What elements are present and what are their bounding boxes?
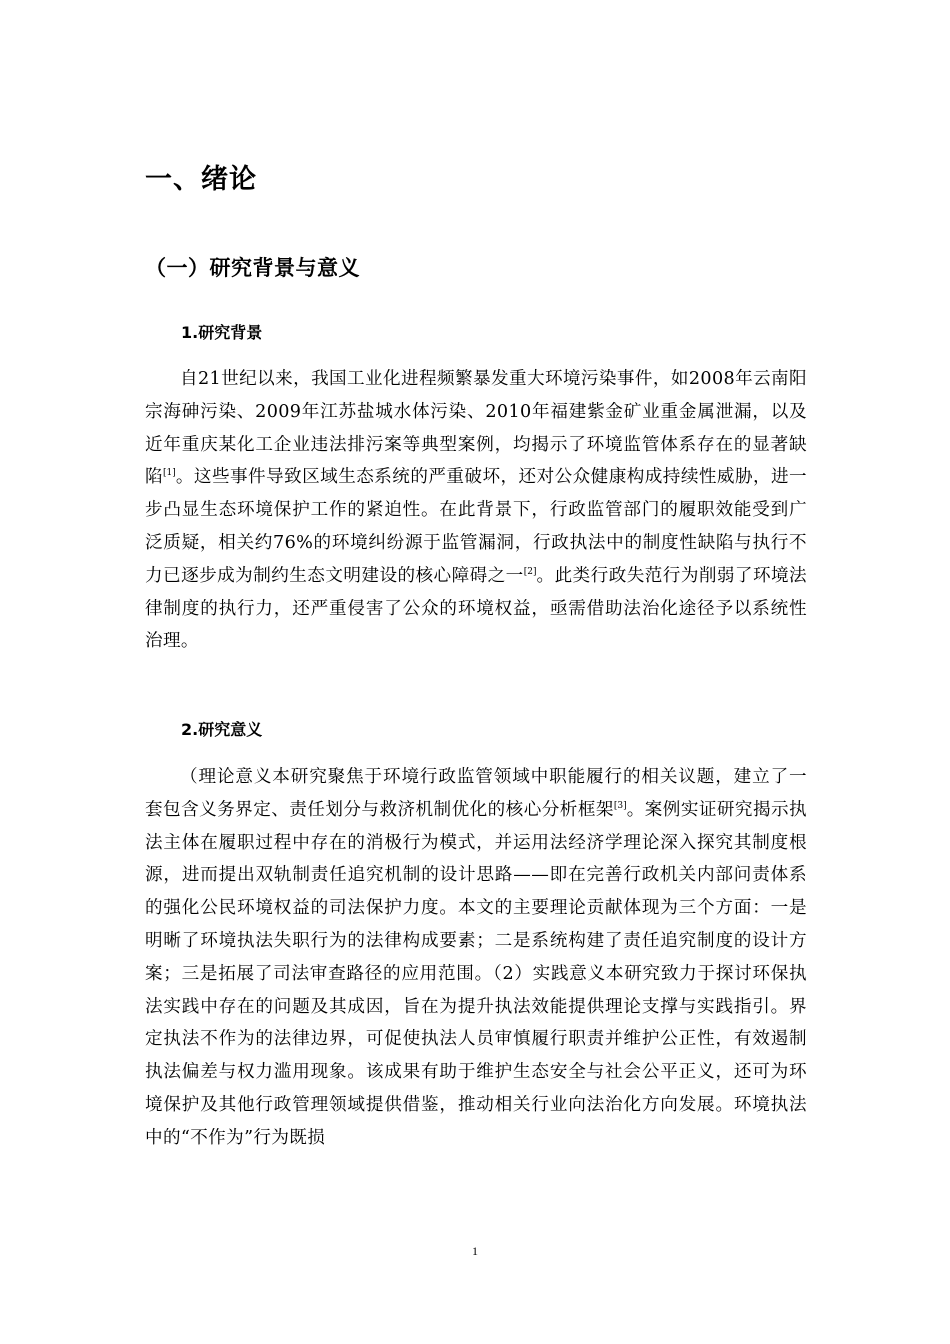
paragraph-text: （理论意义本研究聚焦于环境行政监管领域中职能履行的相关议题，建立了一套包含义务界定、责任划分与救济机制优化的核心分析框架 — [145, 767, 807, 820]
subsection-title-background: 1.研究背景 — [181, 323, 263, 342]
citation-ref-1[interactable]: [1] — [163, 468, 176, 479]
page-number: 1 — [472, 1244, 478, 1258]
paragraph-text: 。此类行政失范行为削弱了环境法律制度的执行力，还严重侵害了公众的环境权益，亟需借助法治化途径予以系统性治理。 — [145, 565, 807, 652]
paragraph-text: 。案例实证研究揭示执法主体在履职过程中存在的消极行为模式，并运用法经济学理论深入探究其制度根源，进而提出双轨制责任追究机制的设计思路——即在完善行政机关内部问责体系的强化公民环境权益的司法保护力度。本文的主要理论贡献体现为三个方面：一是明晰了环境执法失职行为的法律构成要素；二是系统构建了责任追究制度的设计方案；三是拓展了司法审查路径的应用范围。（2）实践意义本研究致力于探讨环保执法实践中存在的问题及其成因，旨在为提升执法效能提供理论支撑与实践指引。界定执法不作为的法律边界，可促使执法人员审慎履行职责并维护公正性，有效遏制执法偏差与权力滥用现象。该成果有助于维护生态安全与社会公平正义，还可为环境保护及其他行政管理领域提供借鉴，推动相关行业向法治化方向发展。环境执法中的“不作为”行为既损 — [145, 799, 807, 1148]
paragraph-research-significance — [145, 761, 807, 1155]
subsection-title-significance: 2.研究意义 — [181, 720, 263, 739]
paragraph-research-background — [145, 363, 807, 658]
paragraph-text: 。这些事件导致区域生态系统的严重破坏，还对公众健康构成持续性威胁，进一步凸显生态环境保护工作的紧迫性。在此背景下，行政监管部门的履职效能受到广泛质疑，相关约76%的环境纠纷源于监管漏洞，行政执法中的制度性缺陷与执行不力已逐步成为制约生态文明建设的核心障碍之一 — [145, 467, 807, 586]
citation-ref-2[interactable]: [2] — [523, 566, 537, 577]
chapter-title: 一、绪论 — [145, 164, 257, 195]
citation-ref-3[interactable]: [3] — [613, 800, 627, 811]
section-title: （一）研究背景与意义 — [145, 256, 360, 280]
paragraph-text: 自21世纪以来，我国工业化进程频繁暴发重大环境污染事件，如2008年云南阳宗海砷污染、2009年江苏盐城水体污染、2010年福建紫金矿业重金属泄漏，以及近年重庆某化工企业违法排污案等典型案例，均揭示了环境监管体系存在的显著缺陷 — [145, 369, 807, 488]
